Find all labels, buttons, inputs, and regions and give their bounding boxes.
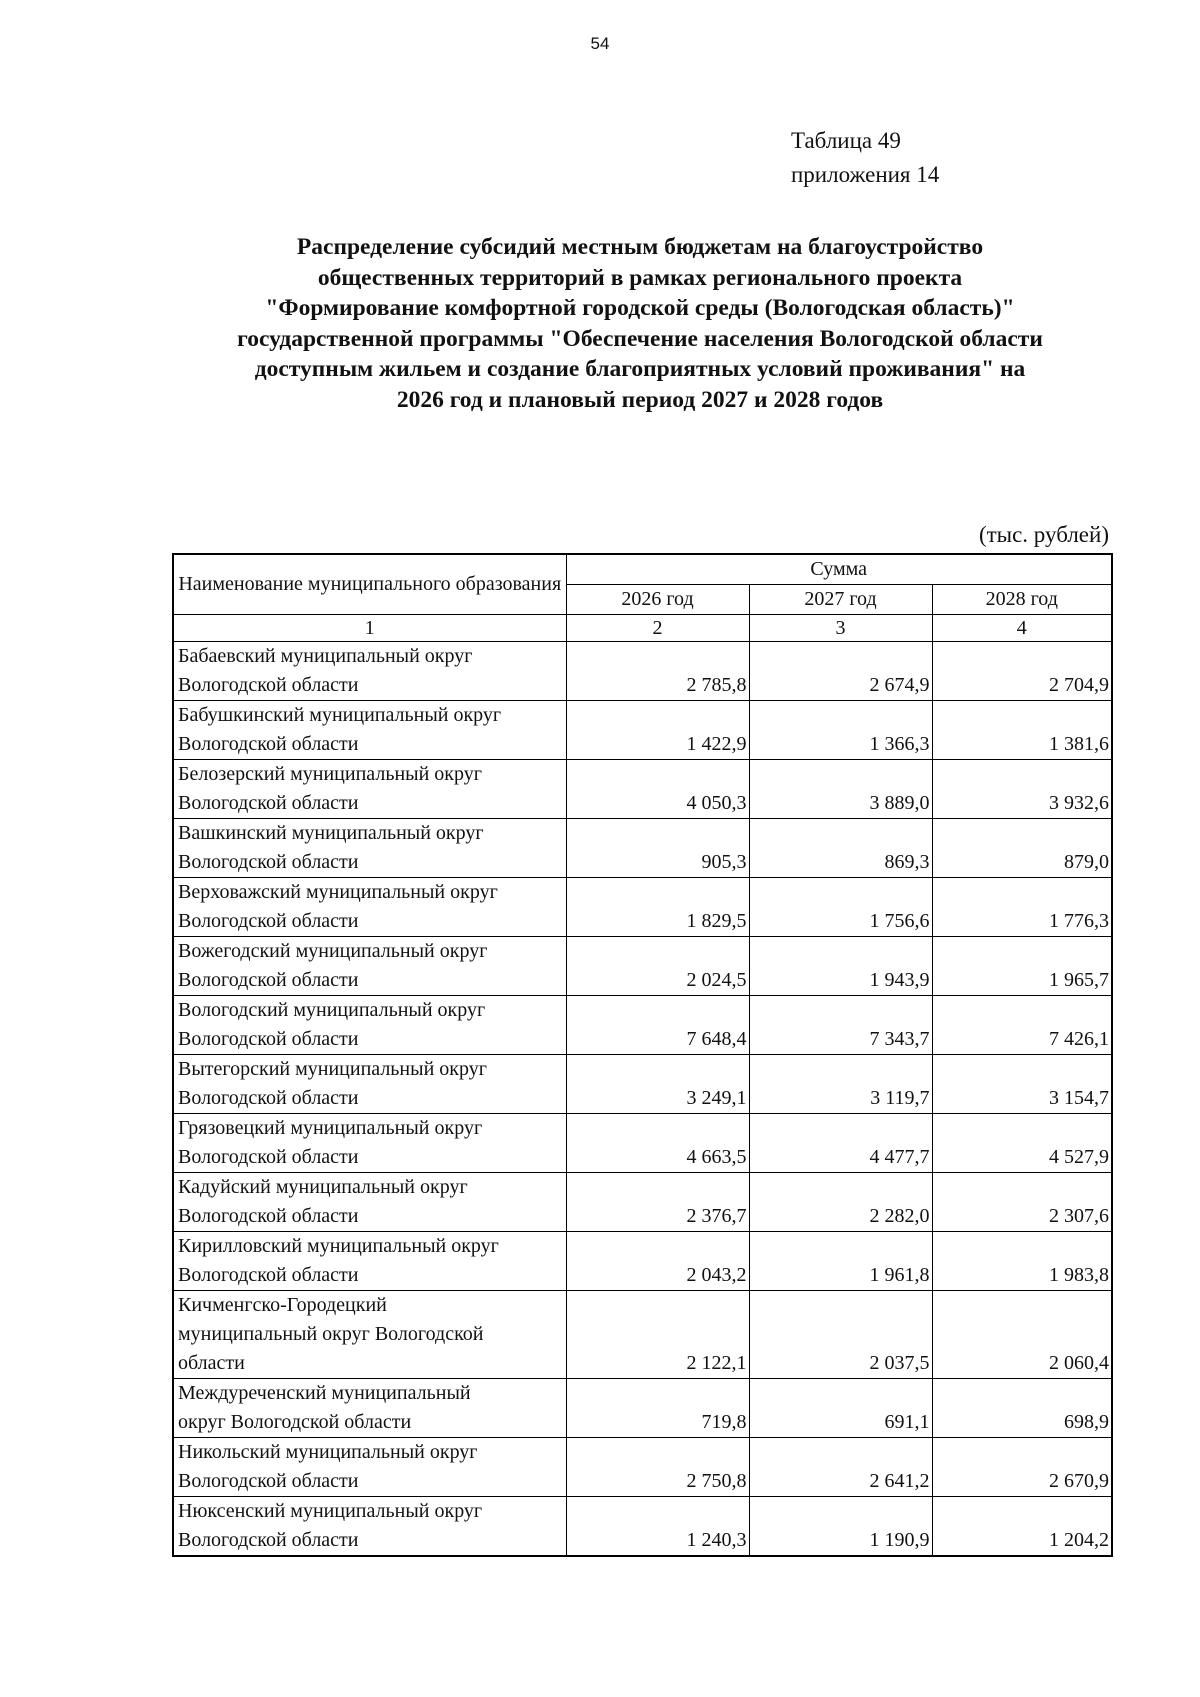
value-2027: 2 037,5 xyxy=(749,1291,932,1379)
page-number: 54 xyxy=(590,34,610,53)
municipality-name xyxy=(173,1379,566,1438)
value-2028: 1 204,2 xyxy=(932,1497,1112,1557)
table-reference xyxy=(791,124,939,192)
municipality-name-line: Вологодской области xyxy=(178,1264,359,1286)
table-row xyxy=(173,996,1112,1055)
value-2027: 869,3 xyxy=(749,819,932,878)
value-2027: 7 343,7 xyxy=(749,996,932,1055)
value-2027: 1 961,8 xyxy=(749,1232,932,1291)
municipality-name xyxy=(173,1291,566,1379)
value-2027: 1 943,9 xyxy=(749,937,932,996)
municipality-name-line: округ Вологодской области xyxy=(178,1411,412,1433)
table-reference-line: приложения 14 xyxy=(791,162,940,187)
units-label: (тыс. рублей) xyxy=(978,522,1109,547)
title-line: "Формирование комфортной городской среды (Вологодская область)" xyxy=(265,295,1015,322)
header-sum: Сумма xyxy=(566,554,1112,585)
header-year-2026: 2026 год xyxy=(566,585,749,615)
value-2027: 1 756,6 xyxy=(749,878,932,937)
value-2028: 4 527,9 xyxy=(932,1114,1112,1173)
value-2026: 1 240,3 xyxy=(566,1497,749,1557)
municipality-name-line: Кичменгско-Городецкий xyxy=(178,1294,387,1316)
value-2028: 1 776,3 xyxy=(932,878,1112,937)
value-2026: 2 024,5 xyxy=(566,937,749,996)
municipality-name xyxy=(173,1114,566,1173)
title-line: государственной программы "Обеспечение населения Вологодской области xyxy=(237,325,1043,352)
municipality-name xyxy=(173,937,566,996)
value-2028: 3 154,7 xyxy=(932,1055,1112,1114)
value-2027: 4 477,7 xyxy=(749,1114,932,1173)
value-2026: 905,3 xyxy=(566,819,749,878)
value-2028: 879,0 xyxy=(932,819,1112,878)
table-row xyxy=(173,1114,1112,1173)
column-number-row xyxy=(173,615,1112,642)
value-2028: 2 670,9 xyxy=(932,1438,1112,1497)
value-2026: 4 663,5 xyxy=(566,1114,749,1173)
table-row xyxy=(173,1173,1112,1232)
title-line: общественных территорий в рамках регионального проекта xyxy=(317,264,963,291)
table-row xyxy=(173,937,1112,996)
municipality-name xyxy=(173,642,566,701)
municipality-name-line: Вологодской области xyxy=(178,1087,359,1109)
value-2028: 1 381,6 xyxy=(932,701,1112,760)
municipality-name xyxy=(173,878,566,937)
municipality-name-line: Вологодской области xyxy=(178,733,359,755)
value-2026: 2 122,1 xyxy=(566,1291,749,1379)
value-2028: 7 426,1 xyxy=(932,996,1112,1055)
municipality-name-line: Вологодской области xyxy=(178,674,359,696)
value-2028: 1 965,7 xyxy=(932,937,1112,996)
municipality-name-line: Верховажский муниципальный округ xyxy=(178,881,498,903)
value-2026: 4 050,3 xyxy=(566,760,749,819)
municipality-name xyxy=(173,1173,566,1232)
municipality-name xyxy=(173,701,566,760)
municipality-name-line: Вологодской области xyxy=(178,910,359,932)
municipality-name-line: Вашкинский муниципальный округ xyxy=(178,822,484,844)
value-2027: 3 889,0 xyxy=(749,760,932,819)
table-row xyxy=(173,760,1112,819)
municipality-name-line: Бабушкинский муниципальный округ xyxy=(178,704,502,726)
municipality-name-line: Междуреченский муниципальный xyxy=(178,1382,471,1404)
municipality-name-line: Вологодской области xyxy=(178,1529,359,1551)
column-number: 3 xyxy=(749,615,932,642)
municipality-name xyxy=(173,996,566,1055)
municipality-name-line: Вологодской области xyxy=(178,792,359,814)
municipality-name xyxy=(173,1055,566,1114)
municipality-name-line: Вологодской области xyxy=(178,1028,359,1050)
municipality-name xyxy=(173,760,566,819)
municipality-name-line: Нюксенский муниципальный округ xyxy=(178,1500,483,1522)
municipality-name-line: Вологодской области xyxy=(178,1146,359,1168)
column-number: 2 xyxy=(566,615,749,642)
municipality-name xyxy=(173,1497,566,1557)
municipality-name-line: области xyxy=(178,1352,245,1374)
table-row xyxy=(173,1379,1112,1438)
municipality-name-line: Вологодской области xyxy=(178,1205,359,1227)
table-reference-line: Таблица 49 xyxy=(791,128,901,153)
table-row xyxy=(173,819,1112,878)
municipality-name xyxy=(173,1438,566,1497)
municipality-name-line: Вожегодский муниципальный округ xyxy=(178,940,488,962)
column-number: 1 xyxy=(173,615,566,642)
value-2028: 3 932,6 xyxy=(932,760,1112,819)
title-line: Распределение субсидий местным бюджетам на благоустройство xyxy=(296,234,984,260)
municipality-name-line: Вологодской области xyxy=(178,1470,359,1492)
value-2026: 2 785,8 xyxy=(566,642,749,701)
value-2026: 2 376,7 xyxy=(566,1173,749,1232)
value-2027: 2 674,9 xyxy=(749,642,932,701)
table-row xyxy=(173,701,1112,760)
municipality-name-line: муниципальный округ Вологодской xyxy=(178,1323,484,1345)
value-2027: 1 366,3 xyxy=(749,701,932,760)
table-row xyxy=(173,1232,1112,1291)
value-2026: 1 422,9 xyxy=(566,701,749,760)
municipality-name-line: Вытегорский муниципальный округ xyxy=(178,1058,487,1080)
municipality-name-line: Бабаевский муниципальный округ xyxy=(178,645,473,667)
title-line: 2026 год и плановый период 2027 и 2028 годов xyxy=(396,386,884,413)
value-2027: 2 282,0 xyxy=(749,1173,932,1232)
column-number: 4 xyxy=(932,615,1112,642)
value-2026: 7 648,4 xyxy=(566,996,749,1055)
municipality-name xyxy=(173,819,566,878)
title-line: доступным жильем и создание благоприятных условий проживания" на xyxy=(254,356,1026,383)
table-row xyxy=(173,642,1112,701)
table-header-row xyxy=(173,554,1112,585)
value-2028: 1 983,8 xyxy=(932,1232,1112,1291)
value-2028: 698,9 xyxy=(932,1379,1112,1438)
value-2026: 2 043,2 xyxy=(566,1232,749,1291)
municipality-name-line: Никольский муниципальный округ xyxy=(178,1441,478,1463)
header-year-2028: 2028 год xyxy=(932,585,1112,615)
header-year-2027: 2027 год xyxy=(749,585,932,615)
value-2026: 719,8 xyxy=(566,1379,749,1438)
value-2028: 2 704,9 xyxy=(932,642,1112,701)
table-row xyxy=(173,878,1112,937)
value-2026: 1 829,5 xyxy=(566,878,749,937)
value-2028: 2 060,4 xyxy=(932,1291,1112,1379)
value-2027: 691,1 xyxy=(749,1379,932,1438)
value-2027: 1 190,9 xyxy=(749,1497,932,1557)
value-2028: 2 307,6 xyxy=(932,1173,1112,1232)
table-row xyxy=(173,1291,1112,1379)
municipality-name-line: Вологодской области xyxy=(178,969,359,991)
table-row xyxy=(173,1438,1112,1497)
document-title xyxy=(170,232,1110,416)
header-municipality: Наименование муниципального образования xyxy=(173,554,566,615)
municipality-name-line: Вологодской области xyxy=(178,851,359,873)
table-row xyxy=(173,1055,1112,1114)
value-2026: 2 750,8 xyxy=(566,1438,749,1497)
municipality-name-line: Кадуйский муниципальный округ xyxy=(178,1176,468,1198)
table-row xyxy=(173,1497,1112,1557)
municipality-name xyxy=(173,1232,566,1291)
municipality-name-line: Кирилловский муниципальный округ xyxy=(178,1235,499,1257)
value-2027: 2 641,2 xyxy=(749,1438,932,1497)
value-2027: 3 119,7 xyxy=(749,1055,932,1114)
value-2026: 3 249,1 xyxy=(566,1055,749,1114)
subsidy-table xyxy=(172,553,1113,1557)
municipality-name-line: Вологодский муниципальный округ xyxy=(178,999,486,1021)
municipality-name-line: Грязовецкий муниципальный округ xyxy=(178,1117,483,1139)
municipality-name-line: Белозерский муниципальный округ xyxy=(178,763,482,785)
